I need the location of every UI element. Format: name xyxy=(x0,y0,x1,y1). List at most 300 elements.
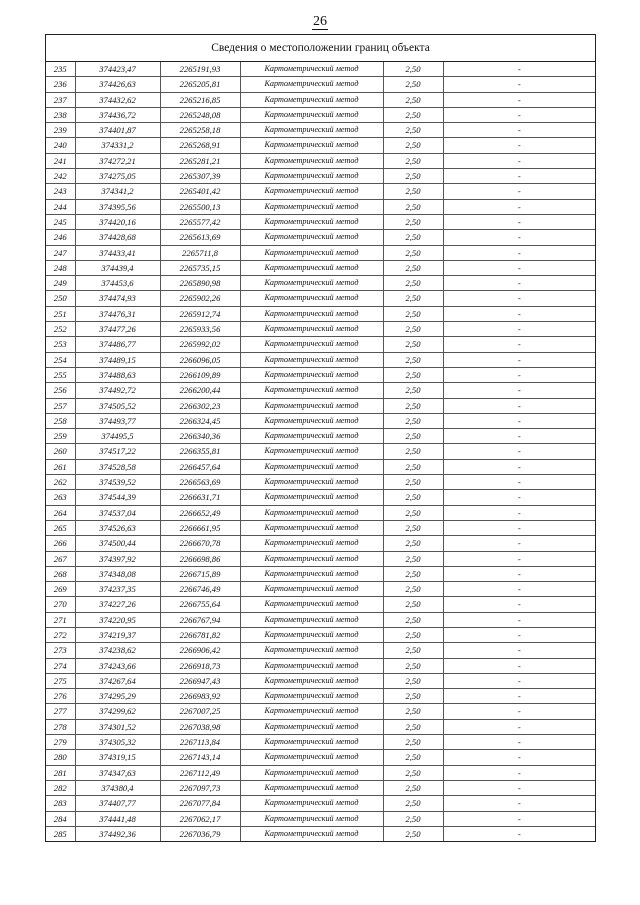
point-number-cell: 279 xyxy=(46,735,75,750)
y-coordinate-cell: 2266715,89 xyxy=(160,566,240,581)
y-coordinate-cell: 2265933,56 xyxy=(160,322,240,337)
precision-cell: 2,50 xyxy=(383,413,443,428)
method-cell: Картометрический метод xyxy=(240,627,383,642)
y-coordinate-cell: 2266324,45 xyxy=(160,413,240,428)
point-number-cell: 240 xyxy=(46,138,75,153)
x-coordinate-cell: 374492,72 xyxy=(75,383,160,398)
point-number-cell: 238 xyxy=(46,107,75,122)
table-row xyxy=(46,352,595,367)
y-coordinate-cell: 2266746,49 xyxy=(160,582,240,597)
description-cell: - xyxy=(443,689,595,704)
x-coordinate-cell: 374420,16 xyxy=(75,214,160,229)
point-number-cell: 237 xyxy=(46,92,75,107)
precision-cell: 2,50 xyxy=(383,337,443,352)
point-number-cell: 247 xyxy=(46,245,75,260)
x-coordinate-cell: 374544,39 xyxy=(75,490,160,505)
point-number-cell: 254 xyxy=(46,352,75,367)
method-cell: Картометрический метод xyxy=(240,658,383,673)
precision-cell: 2,50 xyxy=(383,444,443,459)
description-cell: - xyxy=(443,383,595,398)
point-number-cell: 274 xyxy=(46,658,75,673)
precision-cell: 2,50 xyxy=(383,597,443,612)
boundary-table-sheet xyxy=(45,34,596,842)
table-row xyxy=(46,765,595,780)
x-coordinate-cell: 374301,52 xyxy=(75,719,160,734)
precision-cell: 2,50 xyxy=(383,505,443,520)
precision-cell: 2,50 xyxy=(383,750,443,765)
table-row xyxy=(46,62,595,77)
table-row xyxy=(46,505,595,520)
x-coordinate-cell: 374486,77 xyxy=(75,337,160,352)
precision-cell: 2,50 xyxy=(383,459,443,474)
x-coordinate-cell: 374528,58 xyxy=(75,459,160,474)
description-cell: - xyxy=(443,612,595,627)
precision-cell: 2,50 xyxy=(383,719,443,734)
x-coordinate-cell: 374272,21 xyxy=(75,153,160,168)
method-cell: Картометрический метод xyxy=(240,505,383,520)
point-number-cell: 273 xyxy=(46,643,75,658)
table-row xyxy=(46,367,595,382)
method-cell: Картометрический метод xyxy=(240,306,383,321)
precision-cell: 2,50 xyxy=(383,612,443,627)
precision-cell: 2,50 xyxy=(383,276,443,291)
x-coordinate-cell: 374380,4 xyxy=(75,780,160,795)
table-row xyxy=(46,337,595,352)
precision-cell: 2,50 xyxy=(383,62,443,77)
table-row xyxy=(46,260,595,275)
method-cell: Картометрический метод xyxy=(240,230,383,245)
precision-cell: 2,50 xyxy=(383,107,443,122)
y-coordinate-cell: 2265307,39 xyxy=(160,169,240,184)
point-number-cell: 246 xyxy=(46,230,75,245)
point-number-cell: 282 xyxy=(46,780,75,795)
x-coordinate-cell: 374439,4 xyxy=(75,260,160,275)
table-row xyxy=(46,796,595,811)
table-row xyxy=(46,658,595,673)
x-coordinate-cell: 374295,29 xyxy=(75,689,160,704)
y-coordinate-cell: 2266652,49 xyxy=(160,505,240,520)
point-number-cell: 267 xyxy=(46,551,75,566)
point-number-cell: 276 xyxy=(46,689,75,704)
description-cell: - xyxy=(443,398,595,413)
y-coordinate-cell: 2266302,23 xyxy=(160,398,240,413)
table-row xyxy=(46,475,595,490)
method-cell: Картометрический метод xyxy=(240,719,383,734)
method-cell: Картометрический метод xyxy=(240,459,383,474)
method-cell: Картометрический метод xyxy=(240,750,383,765)
y-coordinate-cell: 2266670,78 xyxy=(160,536,240,551)
point-number-cell: 243 xyxy=(46,184,75,199)
description-cell: - xyxy=(443,780,595,795)
method-cell: Картометрический метод xyxy=(240,245,383,260)
y-coordinate-cell: 2266661,95 xyxy=(160,520,240,535)
y-coordinate-cell: 2266631,71 xyxy=(160,490,240,505)
x-coordinate-cell: 374505,52 xyxy=(75,398,160,413)
y-coordinate-cell: 2267143,14 xyxy=(160,750,240,765)
method-cell: Картометрический метод xyxy=(240,77,383,92)
method-cell: Картометрический метод xyxy=(240,582,383,597)
description-cell: - xyxy=(443,123,595,138)
x-coordinate-cell: 374407,77 xyxy=(75,796,160,811)
description-cell: - xyxy=(443,796,595,811)
description-cell: - xyxy=(443,245,595,260)
point-number-cell: 264 xyxy=(46,505,75,520)
point-number-cell: 269 xyxy=(46,582,75,597)
method-cell: Картометрический метод xyxy=(240,444,383,459)
y-coordinate-cell: 2266355,81 xyxy=(160,444,240,459)
y-coordinate-cell: 2265890,98 xyxy=(160,276,240,291)
x-coordinate-cell: 374493,77 xyxy=(75,413,160,428)
y-coordinate-cell: 2265500,13 xyxy=(160,199,240,214)
description-cell: - xyxy=(443,230,595,245)
precision-cell: 2,50 xyxy=(383,735,443,750)
method-cell: Картометрический метод xyxy=(240,138,383,153)
x-coordinate-cell: 374476,31 xyxy=(75,306,160,321)
point-number-cell: 258 xyxy=(46,413,75,428)
precision-cell: 2,50 xyxy=(383,811,443,826)
point-number-cell: 285 xyxy=(46,826,75,841)
description-cell: - xyxy=(443,520,595,535)
description-cell: - xyxy=(443,444,595,459)
y-coordinate-cell: 2266983,92 xyxy=(160,689,240,704)
precision-cell: 2,50 xyxy=(383,536,443,551)
description-cell: - xyxy=(443,138,595,153)
table-row xyxy=(46,245,595,260)
point-number-cell: 259 xyxy=(46,429,75,444)
method-cell: Картометрический метод xyxy=(240,520,383,535)
description-cell: - xyxy=(443,291,595,306)
point-number-cell: 266 xyxy=(46,536,75,551)
description-cell: - xyxy=(443,765,595,780)
description-cell: - xyxy=(443,413,595,428)
x-coordinate-cell: 374477,26 xyxy=(75,322,160,337)
description-cell: - xyxy=(443,306,595,321)
point-number-cell: 244 xyxy=(46,199,75,214)
point-number-cell: 270 xyxy=(46,597,75,612)
precision-cell: 2,50 xyxy=(383,92,443,107)
method-cell: Картометрический метод xyxy=(240,62,383,77)
description-cell: - xyxy=(443,107,595,122)
table-row xyxy=(46,291,595,306)
point-number-cell: 281 xyxy=(46,765,75,780)
method-cell: Картометрический метод xyxy=(240,107,383,122)
method-cell: Картометрический метод xyxy=(240,704,383,719)
y-coordinate-cell: 2266457,64 xyxy=(160,459,240,474)
y-coordinate-cell: 2267038,98 xyxy=(160,719,240,734)
y-coordinate-cell: 2266109,89 xyxy=(160,367,240,382)
table-row xyxy=(46,138,595,153)
method-cell: Картометрический метод xyxy=(240,398,383,413)
y-coordinate-cell: 2266563,69 xyxy=(160,475,240,490)
precision-cell: 2,50 xyxy=(383,383,443,398)
point-number-cell: 248 xyxy=(46,260,75,275)
point-number-cell: 277 xyxy=(46,704,75,719)
y-coordinate-cell: 2267113,84 xyxy=(160,735,240,750)
x-coordinate-cell: 374433,41 xyxy=(75,245,160,260)
x-coordinate-cell: 374275,05 xyxy=(75,169,160,184)
precision-cell: 2,50 xyxy=(383,551,443,566)
method-cell: Картометрический метод xyxy=(240,689,383,704)
method-cell: Картометрический метод xyxy=(240,214,383,229)
precision-cell: 2,50 xyxy=(383,230,443,245)
description-cell: - xyxy=(443,153,595,168)
point-number-cell: 255 xyxy=(46,367,75,382)
description-cell: - xyxy=(443,322,595,337)
table-row xyxy=(46,214,595,229)
y-coordinate-cell: 2265902,26 xyxy=(160,291,240,306)
method-cell: Картометрический метод xyxy=(240,184,383,199)
y-coordinate-cell: 2267097,73 xyxy=(160,780,240,795)
method-cell: Картометрический метод xyxy=(240,597,383,612)
method-cell: Картометрический метод xyxy=(240,169,383,184)
precision-cell: 2,50 xyxy=(383,520,443,535)
point-number-cell: 252 xyxy=(46,322,75,337)
precision-cell: 2,50 xyxy=(383,184,443,199)
table-row xyxy=(46,551,595,566)
y-coordinate-cell: 2267007,25 xyxy=(160,704,240,719)
table-row xyxy=(46,826,595,841)
description-cell: - xyxy=(443,337,595,352)
precision-cell: 2,50 xyxy=(383,77,443,92)
y-coordinate-cell: 2265735,15 xyxy=(160,260,240,275)
y-coordinate-cell: 2265191,93 xyxy=(160,62,240,77)
table-caption: Сведения о местоположении границ объекта xyxy=(46,35,595,62)
description-cell: - xyxy=(443,505,595,520)
table-row xyxy=(46,582,595,597)
precision-cell: 2,50 xyxy=(383,582,443,597)
y-coordinate-cell: 2266918,73 xyxy=(160,658,240,673)
table-row xyxy=(46,597,595,612)
method-cell: Картометрический метод xyxy=(240,735,383,750)
y-coordinate-cell: 2265248,08 xyxy=(160,107,240,122)
y-coordinate-cell: 2267077,84 xyxy=(160,796,240,811)
description-cell: - xyxy=(443,92,595,107)
point-number-cell: 260 xyxy=(46,444,75,459)
precision-cell: 2,50 xyxy=(383,138,443,153)
x-coordinate-cell: 374432,62 xyxy=(75,92,160,107)
y-coordinate-cell: 2266947,43 xyxy=(160,673,240,688)
y-coordinate-cell: 2266096,05 xyxy=(160,352,240,367)
precision-cell: 2,50 xyxy=(383,658,443,673)
method-cell: Картометрический метод xyxy=(240,383,383,398)
precision-cell: 2,50 xyxy=(383,475,443,490)
y-coordinate-cell: 2265216,85 xyxy=(160,92,240,107)
method-cell: Картометрический метод xyxy=(240,490,383,505)
x-coordinate-cell: 374347,63 xyxy=(75,765,160,780)
method-cell: Картометрический метод xyxy=(240,643,383,658)
method-cell: Картометрический метод xyxy=(240,199,383,214)
x-coordinate-cell: 374453,6 xyxy=(75,276,160,291)
table-row xyxy=(46,750,595,765)
point-number-cell: 241 xyxy=(46,153,75,168)
method-cell: Картометрический метод xyxy=(240,413,383,428)
x-coordinate-cell: 374428,68 xyxy=(75,230,160,245)
x-coordinate-cell: 374267,64 xyxy=(75,673,160,688)
y-coordinate-cell: 2266755,64 xyxy=(160,597,240,612)
x-coordinate-cell: 374537,04 xyxy=(75,505,160,520)
description-cell: - xyxy=(443,704,595,719)
precision-cell: 2,50 xyxy=(383,780,443,795)
point-number-cell: 283 xyxy=(46,796,75,811)
table-row xyxy=(46,413,595,428)
table-row xyxy=(46,536,595,551)
method-cell: Картометрический метод xyxy=(240,612,383,627)
x-coordinate-cell: 374237,35 xyxy=(75,582,160,597)
point-number-cell: 235 xyxy=(46,62,75,77)
table-row xyxy=(46,322,595,337)
method-cell: Картометрический метод xyxy=(240,551,383,566)
x-coordinate-cell: 374341,2 xyxy=(75,184,160,199)
method-cell: Картометрический метод xyxy=(240,811,383,826)
x-coordinate-cell: 374397,92 xyxy=(75,551,160,566)
table-row xyxy=(46,490,595,505)
precision-cell: 2,50 xyxy=(383,306,443,321)
description-cell: - xyxy=(443,673,595,688)
point-number-cell: 245 xyxy=(46,214,75,229)
table-row xyxy=(46,230,595,245)
x-coordinate-cell: 374526,63 xyxy=(75,520,160,535)
x-coordinate-cell: 374227,26 xyxy=(75,597,160,612)
y-coordinate-cell: 2265711,8 xyxy=(160,245,240,260)
table-row xyxy=(46,719,595,734)
table-row xyxy=(46,689,595,704)
precision-cell: 2,50 xyxy=(383,689,443,704)
method-cell: Картометрический метод xyxy=(240,322,383,337)
coordinates-table xyxy=(46,62,595,841)
table-row xyxy=(46,429,595,444)
point-number-cell: 261 xyxy=(46,459,75,474)
description-cell: - xyxy=(443,352,595,367)
x-coordinate-cell: 374492,36 xyxy=(75,826,160,841)
y-coordinate-cell: 2265258,18 xyxy=(160,123,240,138)
method-cell: Картометрический метод xyxy=(240,337,383,352)
y-coordinate-cell: 2266698,86 xyxy=(160,551,240,566)
x-coordinate-cell: 374436,72 xyxy=(75,107,160,122)
table-row xyxy=(46,92,595,107)
description-cell: - xyxy=(517,828,521,839)
description-cell: - xyxy=(443,459,595,474)
x-coordinate-cell: 374426,63 xyxy=(75,77,160,92)
point-number-cell: 272 xyxy=(46,627,75,642)
description-cell: - xyxy=(443,77,595,92)
table-row xyxy=(46,627,595,642)
method-cell: Картометрический метод xyxy=(240,780,383,795)
x-coordinate-cell: 374219,37 xyxy=(75,627,160,642)
description-cell: - xyxy=(443,429,595,444)
x-coordinate-cell: 374238,62 xyxy=(75,643,160,658)
precision-cell: 2,50 xyxy=(383,123,443,138)
x-coordinate-cell: 374220,95 xyxy=(75,612,160,627)
table-row xyxy=(46,811,595,826)
precision-cell: 2,50 xyxy=(383,704,443,719)
precision-cell: 2,50 xyxy=(383,566,443,581)
precision-cell: 2,50 xyxy=(383,214,443,229)
x-coordinate-cell: 374299,62 xyxy=(75,704,160,719)
precision-cell: 2,50 xyxy=(383,291,443,306)
description-cell: - xyxy=(443,276,595,291)
y-coordinate-cell: 2265401,42 xyxy=(160,184,240,199)
table-row xyxy=(46,169,595,184)
point-number-cell: 236 xyxy=(46,77,75,92)
description-cell: - xyxy=(443,367,595,382)
precision-cell: 2,50 xyxy=(383,643,443,658)
description-cell: - xyxy=(443,719,595,734)
precision-cell: 2,50 xyxy=(383,490,443,505)
method-cell: Картометрический метод xyxy=(240,536,383,551)
method-cell: Картометрический метод xyxy=(240,276,383,291)
table-row xyxy=(46,735,595,750)
table-row xyxy=(46,643,595,658)
x-coordinate-cell: 374331,2 xyxy=(75,138,160,153)
y-coordinate-cell: 2266200,44 xyxy=(160,383,240,398)
table-row xyxy=(46,306,595,321)
precision-cell: 2,50 xyxy=(383,245,443,260)
precision-cell: 2,50 xyxy=(383,826,443,841)
point-number-cell: 250 xyxy=(46,291,75,306)
point-number-cell: 249 xyxy=(46,276,75,291)
y-coordinate-cell: 2267036,79 xyxy=(160,826,240,841)
x-coordinate-cell: 374539,52 xyxy=(75,475,160,490)
page-number xyxy=(0,14,640,30)
x-coordinate-cell: 374500,44 xyxy=(75,536,160,551)
precision-cell: 2,50 xyxy=(383,169,443,184)
table-row xyxy=(46,383,595,398)
point-number-cell: 271 xyxy=(46,612,75,627)
description-cell: - xyxy=(443,551,595,566)
y-coordinate-cell: 2265992,02 xyxy=(160,337,240,352)
method-cell: Картометрический метод xyxy=(240,429,383,444)
method-cell: Картометрический метод xyxy=(240,796,383,811)
x-coordinate-cell: 374474,93 xyxy=(75,291,160,306)
y-coordinate-cell: 2267112,49 xyxy=(160,765,240,780)
y-coordinate-cell: 2265912,74 xyxy=(160,306,240,321)
precision-cell: 2,50 xyxy=(383,260,443,275)
precision-cell: 2,50 xyxy=(383,627,443,642)
description-cell: - xyxy=(443,490,595,505)
point-number-cell: 280 xyxy=(46,750,75,765)
point-number-cell: 268 xyxy=(46,566,75,581)
table-row xyxy=(46,276,595,291)
y-coordinate-cell: 2266767,94 xyxy=(160,612,240,627)
x-coordinate-cell: 374395,56 xyxy=(75,199,160,214)
x-coordinate-cell: 374319,15 xyxy=(75,750,160,765)
table-row xyxy=(46,520,595,535)
method-cell: Картометрический метод xyxy=(240,123,383,138)
table-row xyxy=(46,780,595,795)
description-cell: - xyxy=(443,214,595,229)
point-number-cell: 251 xyxy=(46,306,75,321)
precision-cell: 2,50 xyxy=(383,322,443,337)
table-row xyxy=(46,612,595,627)
x-coordinate-cell: 374401,87 xyxy=(75,123,160,138)
method-cell: Картометрический метод xyxy=(240,826,383,841)
method-cell: Картометрический метод xyxy=(240,367,383,382)
precision-cell: 2,50 xyxy=(383,765,443,780)
x-coordinate-cell: 374441,48 xyxy=(75,811,160,826)
method-cell: Картометрический метод xyxy=(240,291,383,306)
precision-cell: 2,50 xyxy=(383,398,443,413)
method-cell: Картометрический метод xyxy=(240,475,383,490)
precision-cell: 2,50 xyxy=(383,796,443,811)
precision-cell: 2,50 xyxy=(383,153,443,168)
table-row xyxy=(46,704,595,719)
point-number-cell: 284 xyxy=(46,811,75,826)
y-coordinate-cell: 2265281,21 xyxy=(160,153,240,168)
method-cell: Картометрический метод xyxy=(240,153,383,168)
table-row xyxy=(46,77,595,92)
description-cell: - xyxy=(443,260,595,275)
precision-cell: 2,50 xyxy=(383,367,443,382)
